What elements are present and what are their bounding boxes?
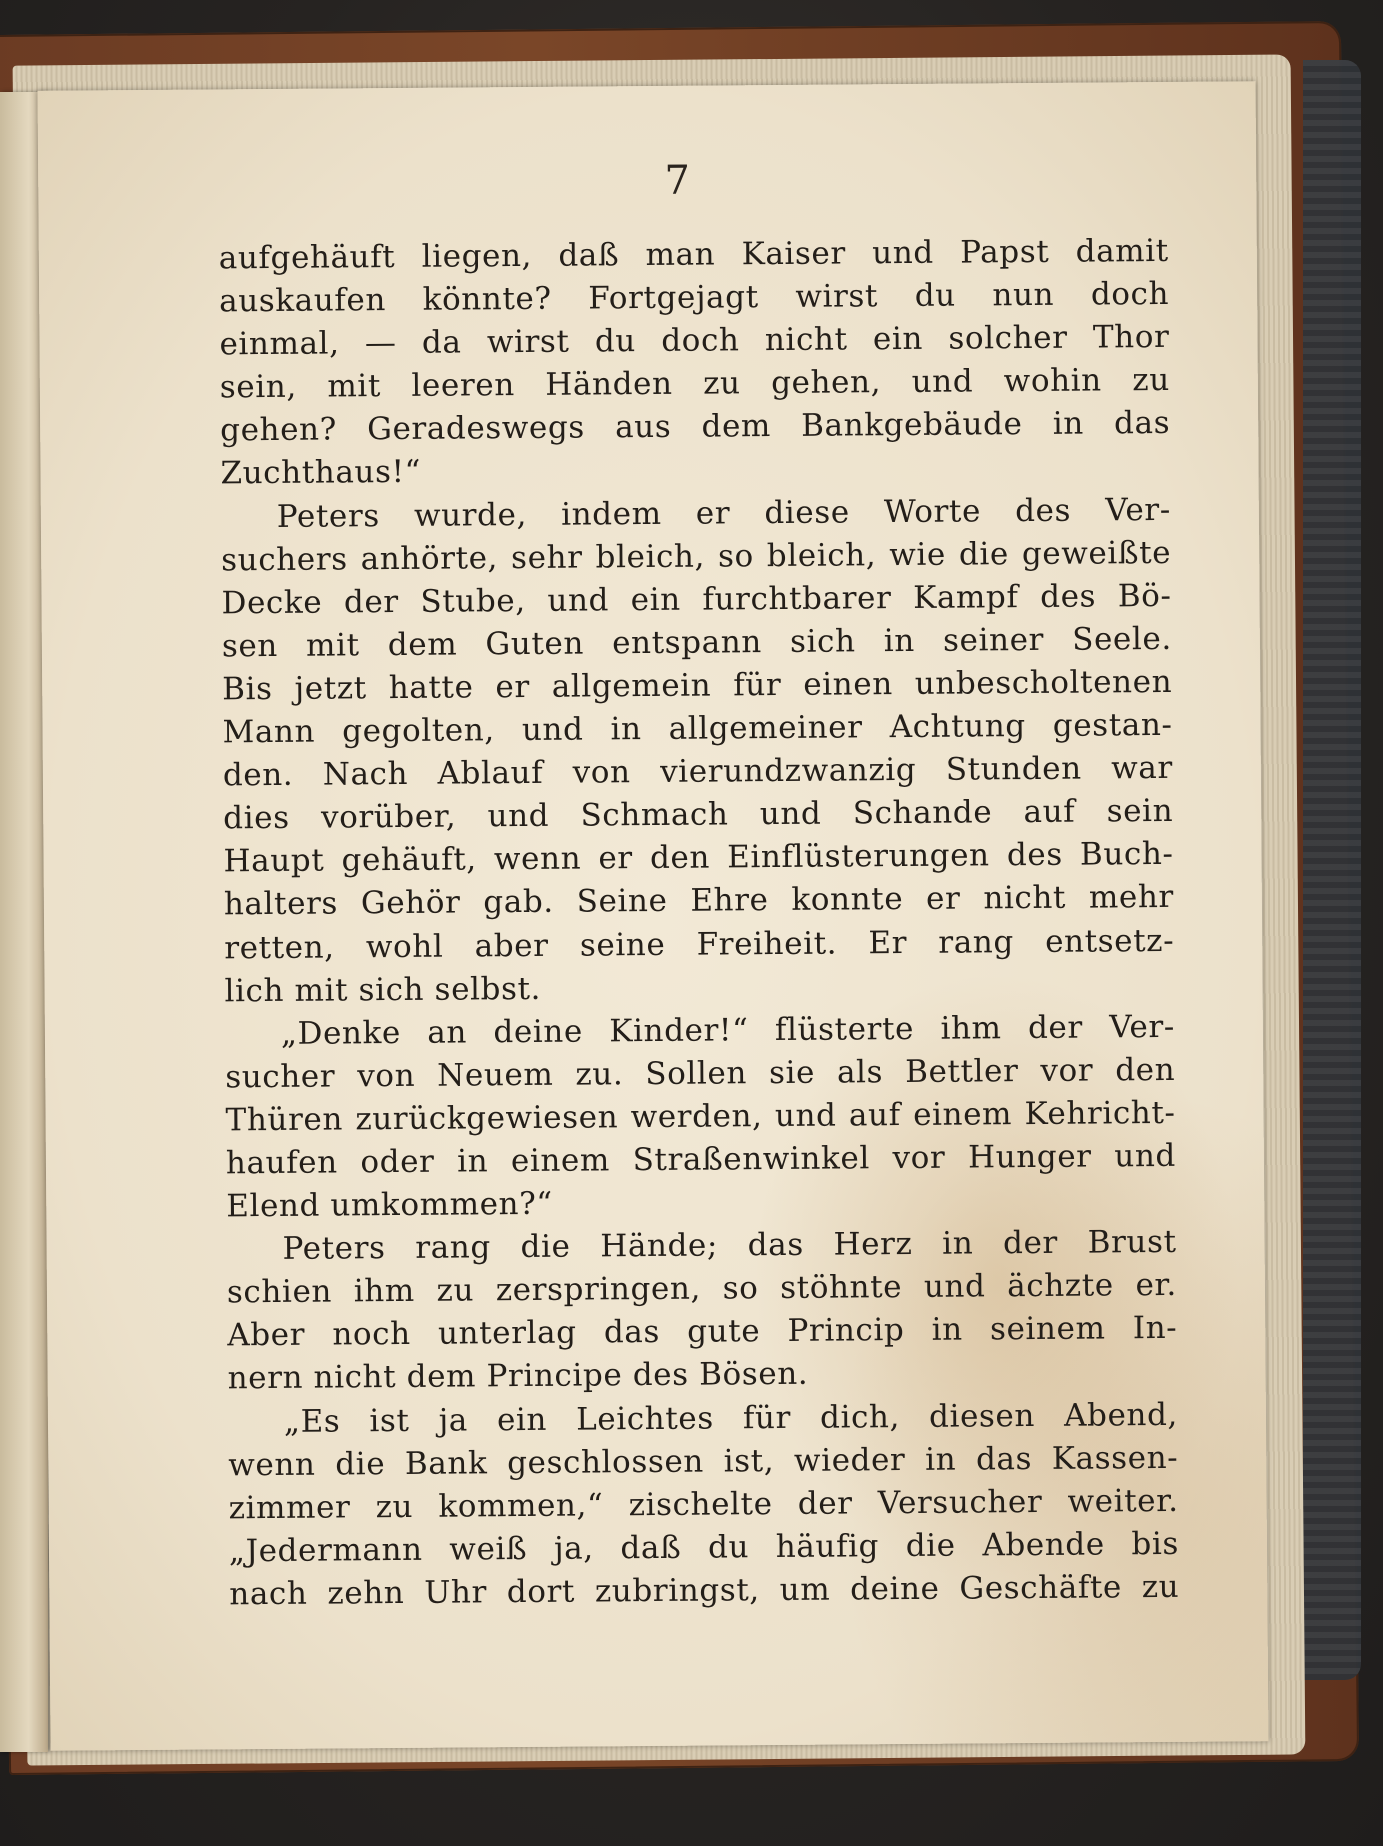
text-line: Peters wurde, indem er diese Worte des Ver- bbox=[276, 491, 1171, 535]
text-line: Aber noch unterlag das gute Princip in seinem In- bbox=[227, 1310, 1178, 1354]
cover-edge bbox=[1303, 60, 1361, 1680]
text-line: suchers anhörte, sehr bleich, so bleich, wie die geweißte bbox=[221, 534, 1172, 579]
text-line: auskaufen könnte? Fortgejagt wirst du nun doch bbox=[219, 276, 1170, 320]
text-line: retten, wohl aber seine Freiheit. Er rang entsetz- bbox=[224, 922, 1175, 966]
text-line: Haupt gehäuft, wenn er den Einflüsterungen des Buch- bbox=[223, 836, 1174, 880]
text-line: Elend umkommen?“ bbox=[226, 1185, 553, 1225]
text-line: den. Nach Ablauf von vierundzwanzig Stunden war bbox=[222, 750, 1173, 794]
page-text bbox=[219, 230, 1180, 1616]
book-page bbox=[38, 81, 1269, 1751]
text-line: sen mit dem Guten entspann sich in seiner Seele. bbox=[221, 620, 1172, 665]
text-line: gehen? Geradeswegs aus dem Bankgebäude in das bbox=[220, 405, 1171, 449]
text-line: lich mit sich selbst. bbox=[224, 970, 542, 1009]
text-line: einmal, — da wirst du doch nicht ein solcher Thor bbox=[219, 319, 1170, 363]
text-line: wenn die Bank geschlossen ist, wieder in das Kassen- bbox=[228, 1439, 1179, 1483]
text-line: „Jedermann weiß ja, daß du häufig die Abende bis bbox=[228, 1525, 1180, 1570]
text-line: zimmer zu kommen,“ zischelte der Versucher weiter. bbox=[228, 1482, 1179, 1527]
page-number: 7 bbox=[664, 157, 691, 204]
text-line: sucher von Neuem zu. Sollen sie als Bettler vor den bbox=[225, 1051, 1176, 1096]
text-line: „Es ist ja ein Leichtes für dich, diesen Abend, bbox=[283, 1396, 1179, 1440]
text-line: sein, mit leeren Händen zu gehen, und wohin zu bbox=[219, 362, 1170, 406]
text-line: Mann gegolten, und in allgemeiner Achtung gestan- bbox=[222, 706, 1173, 751]
text-line: halters Gehör gab. Seine Ehre konnte er nicht mehr bbox=[223, 879, 1175, 923]
text-line: Bis jetzt hatte er allgemein für einen unbescholtenen bbox=[222, 663, 1173, 708]
text-line: Peters rang die Hände; das Herz in der Brust bbox=[282, 1224, 1177, 1268]
text-line: „Denke an deine Kinder!“ flüsterte ihm der Ver- bbox=[280, 1008, 1176, 1052]
text-line: schien ihm zu zerspringen, so stöhnte und ächzte er. bbox=[226, 1267, 1178, 1311]
text-line: Zuchthaus!“ bbox=[220, 454, 422, 492]
text-line: dies vorüber, und Schmach und Schande auf sein bbox=[223, 793, 1174, 837]
text-line: nern nicht dem Principe des Bösen. bbox=[227, 1356, 809, 1397]
text-line: nach zehn Uhr dort zubringst, um deine Geschäfte zu bbox=[229, 1568, 1180, 1613]
text-line: aufgehäuft liegen, daß man Kaiser und Papst damit bbox=[218, 232, 1169, 277]
text-line: Thüren zurückgewiesen werden, und auf einem Kehricht- bbox=[225, 1094, 1176, 1139]
text-line: Decke der Stube, und ein furchtbarer Kampf des Bö- bbox=[221, 577, 1172, 622]
text-line: haufen oder in einem Straßenwinkel vor Hunger und bbox=[225, 1137, 1177, 1182]
